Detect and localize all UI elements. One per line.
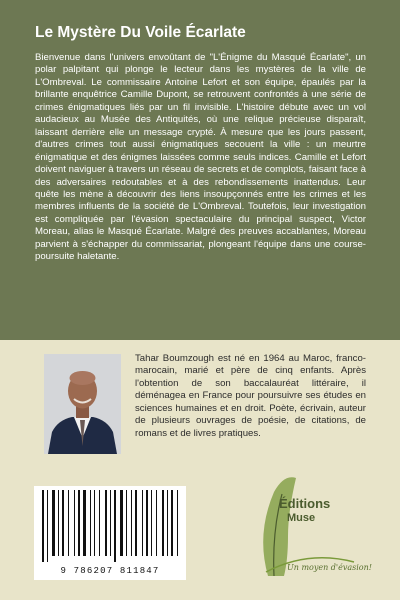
barcode-bar bbox=[126, 490, 127, 556]
barcode-bar bbox=[62, 490, 64, 556]
book-blurb: Bienvenue dans l'univers envoûtant de "L'Énigme du Masqué Écarlate", un polar palpitant qui plonge le lecteur dans les mystères de la ville de L'Ombreval. Le commissaire Antoine Lefort et son équipe, épaulés par la brillante enquêtrice Camille Dupont, se retrouvent confrontés à une série de crimes énigmatiques liés par un fil invisible. L'histoire débute avec un vol audacieux au Musée des Antiquités, où une relique précieuse disparaît, laissant derrière elle un message crypté. À mesure que les jours passent, d'autres crimes tout aussi énigmatiques secouent la ville : un meurtre énigmatique et des énigmes laissées comme seuls indices. Camille et Lefort doivent naviguer à travers un réseau de secrets et de complots, faisant face à des adversaires redoutables et à des rebondissements inattendus. Leur quête les mène à découvrir des liens insoupçonnés entre les crimes et les membres influents de la société de L'Ombreval. Toutefois, leur investigation est compliquée par l'évasion spectaculaire du principal suspect, Victor Moreau, alias le Masqué Écarlate. Malgré des preuves accablantes, Moreau parvient à s'échapper du commissariat, plongeant l'équipe dans une course-poursuite haletante. bbox=[35, 52, 366, 263]
barcode-bars bbox=[34, 486, 186, 566]
barcode-bar bbox=[135, 490, 137, 556]
barcode-bar bbox=[105, 490, 107, 556]
publisher-name-line2: Muse bbox=[287, 512, 316, 524]
barcode-bar bbox=[78, 490, 80, 556]
barcode-bar bbox=[94, 490, 95, 556]
barcode-bar bbox=[156, 490, 157, 556]
barcode-bar bbox=[99, 490, 100, 556]
isbn-number: 9 786207 811847 bbox=[60, 566, 160, 576]
barcode-bar bbox=[162, 490, 164, 556]
barcode-bar bbox=[177, 490, 178, 556]
barcode-bar bbox=[68, 490, 69, 556]
barcode-bar bbox=[74, 490, 75, 556]
publisher-tagline: Un moyen d'évasion! bbox=[287, 563, 372, 572]
barcode-bar bbox=[120, 490, 123, 556]
barcode-bar bbox=[131, 490, 132, 556]
barcode-bar bbox=[90, 490, 91, 556]
barcode-bar bbox=[42, 490, 44, 562]
author-photo bbox=[44, 354, 121, 454]
barcode-bar bbox=[167, 490, 168, 556]
barcode-bar bbox=[58, 490, 59, 556]
author-bio: Tahar Boumzough est né en 1964 au Maroc, franco-marocain, marié et père de cinq enfants. Après l'obtention de son baccalauréat littéraire, il déménagea en France pour poursuivre ses études en sciences humaines et en droit. Poète, écrivain, auteur de plusieurs ouvrages de poésie, de citations, de romans et de livres pratiques. bbox=[135, 353, 366, 439]
barcode-bar bbox=[47, 490, 48, 562]
book-title: Le Mystère Du Voile Écarlate bbox=[35, 24, 246, 41]
barcode-bar bbox=[114, 490, 116, 562]
barcode-bar bbox=[142, 490, 143, 556]
barcode-bar bbox=[151, 490, 152, 556]
barcode-bar bbox=[146, 490, 148, 556]
barcode-bar bbox=[83, 490, 86, 556]
publisher-name-line1: Éditions bbox=[279, 496, 331, 511]
barcode-bar bbox=[52, 490, 55, 556]
author-portrait-icon bbox=[44, 354, 121, 454]
barcode-bar bbox=[110, 490, 111, 556]
barcode-bar bbox=[171, 490, 173, 556]
